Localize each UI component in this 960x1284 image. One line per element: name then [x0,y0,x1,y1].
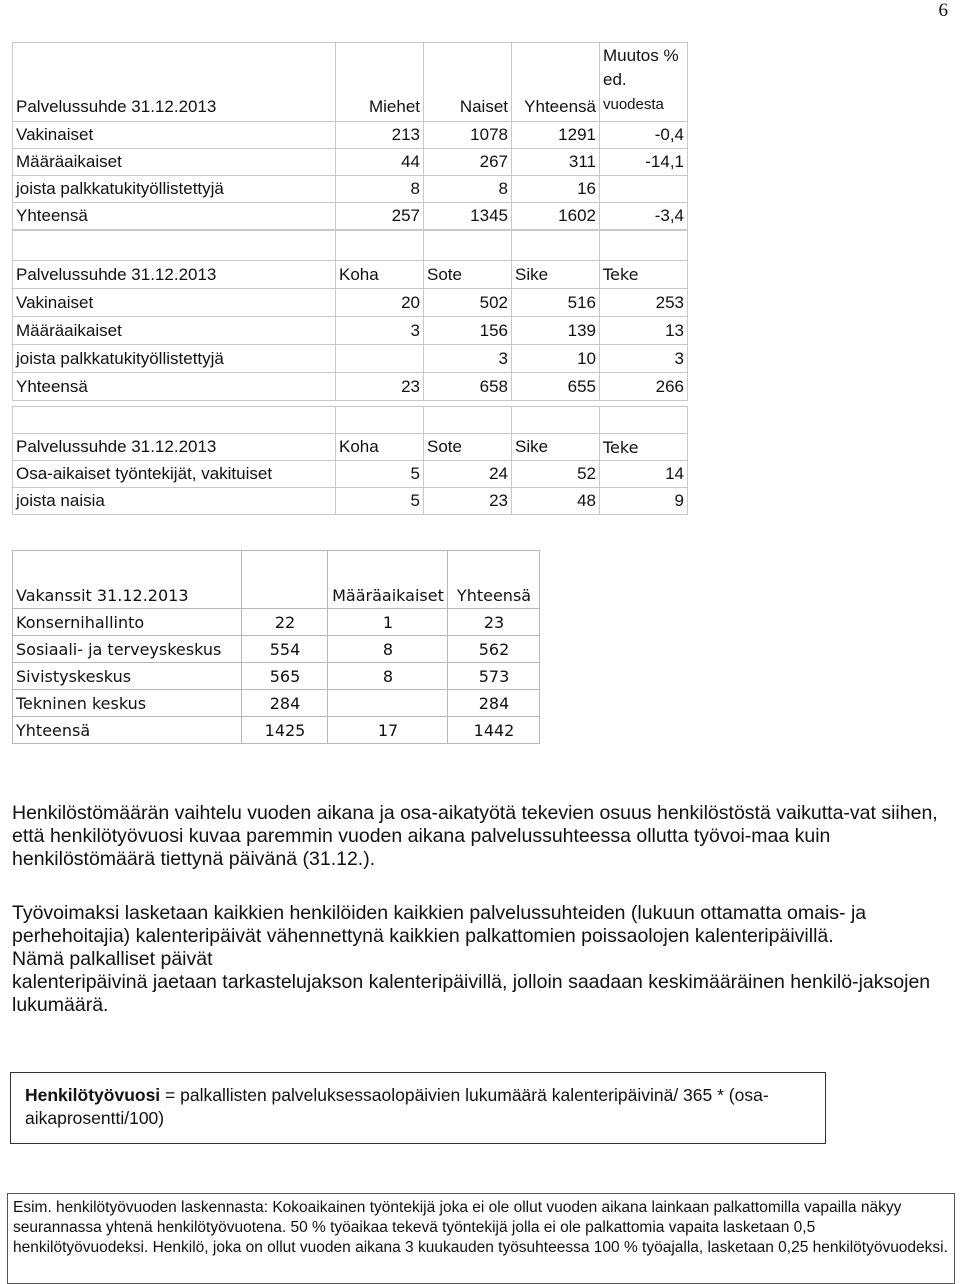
cell: 16 [512,176,600,203]
table-row [13,663,540,690]
formula-definition: = palkallisten palveluksessaolopäivien lukumäärä kalenteripäivinä/ 365 * (osa-aikaprosentti/100) [25,1085,769,1128]
cell: 52 [512,461,600,488]
cell: 573 [448,663,540,690]
cell [600,176,688,203]
cell: 266 [600,373,688,401]
header-cell: Sike [512,434,600,461]
cell: 8 [328,636,448,663]
cell: 23 [424,488,512,515]
cell: -14,1 [600,149,688,176]
cell: 502 [424,289,512,317]
table-row [13,317,688,345]
cell: 17 [328,717,448,744]
cell: 562 [448,636,540,663]
header-cell: Määräaikaiset [328,551,448,609]
table-row [13,636,540,663]
paragraph-line: Nämä palkalliset päivät [12,948,213,970]
table-row [13,345,688,373]
cell: 1442 [448,717,540,744]
cell: 10 [512,345,600,373]
cell: 1602 [512,203,600,230]
cell: 9 [600,488,688,515]
header-cell: Sote [424,261,512,289]
cell: 44 [336,149,424,176]
header-cell: Miehet [336,43,424,122]
cell: 1291 [512,122,600,149]
spacer-row [13,407,688,434]
staff-by-gender-table [12,42,688,230]
cell [336,345,424,373]
cell: -3,4 [600,203,688,230]
header-cell: Palvelussuhde 31.12.2013 [13,43,336,122]
cell [328,690,448,717]
cell: 311 [512,149,600,176]
paragraph-staff-variation: Henkilöstömäärän vaihtelu vuoden aikana ja osa-aikatyötä tekevien osuus henkilöstöstä vaikutta-vat siihen, että henkilötyövuosi kuvaa paremmin vuoden aikana palvelussuhteessa ollutta työvoi-maa kuin henkilöstömäärä tiettynä päivänä (31.12.). [12,802,938,870]
header-cell: Yhteensä [448,551,540,609]
part-time-staff-table [12,406,688,515]
row-label: Yhteensä [13,373,336,401]
cell: 5 [336,488,424,515]
cell: 1 [328,609,448,636]
formula-box [10,1072,826,1144]
header-cell-change [600,43,688,122]
cell: 3 [600,345,688,373]
header-cell [242,551,328,609]
header-cell: Naiset [424,43,512,122]
cell: 1078 [424,122,512,149]
cell: 156 [424,317,512,345]
formula-term: Henkilötyövuosi [25,1085,161,1105]
header-cell: Yhteensä [512,43,600,122]
cell: 554 [242,636,328,663]
table-row [13,203,688,230]
page-number: 6 [938,0,948,21]
header-cell: Sike [512,261,600,289]
table-row [13,609,540,636]
header-change-line3: vuodesta [603,96,664,113]
header-cell: Koha [336,261,424,289]
cell: 267 [424,149,512,176]
cell: 24 [424,461,512,488]
cell: 1345 [424,203,512,230]
cell: 284 [448,690,540,717]
cell: 3 [424,345,512,373]
row-label: Yhteensä [13,203,336,230]
table-header-row [13,434,688,461]
paragraph-line: kalenteripäivinä jaetaan tarkastelujakson kalenteripäivillä, jolloin saadaan keskimääräinen henkilö-jaksojen lukumäärä. [12,971,931,1016]
table-header-row [13,551,540,609]
cell: 516 [512,289,600,317]
header-cell: Teke [600,434,688,461]
header-cell: Teke [600,261,688,289]
row-label: joista palkkatukityöllistettyjä [13,345,336,373]
table-row [13,461,688,488]
row-label: Sosiaali- ja terveyskeskus [13,636,242,663]
row-label: Tekninen keskus [13,690,242,717]
cell: 213 [336,122,424,149]
header-cell: Sote [424,434,512,461]
cell: 257 [336,203,424,230]
row-label: Määräaikaiset [13,149,336,176]
table-row [13,149,688,176]
row-label: Vakinaiset [13,289,336,317]
table-row [13,122,688,149]
row-label: joista palkkatukityöllistettyjä [13,176,336,203]
row-label: Konsernihallinto [13,609,242,636]
cell: 14 [600,461,688,488]
cell: 284 [242,690,328,717]
table-row [13,176,688,203]
cell: 13 [600,317,688,345]
spacer-row [13,231,688,261]
table-row [13,373,688,401]
row-label: Määräaikaiset [13,317,336,345]
cell: 253 [600,289,688,317]
cell: 658 [424,373,512,401]
header-cell: Vakanssit 31.12.2013 [13,551,242,609]
cell: 3 [336,317,424,345]
staff-by-unit-table [12,230,688,401]
table-row [13,690,540,717]
cell: 23 [336,373,424,401]
row-label: joista naisia [13,488,336,515]
table-row [13,717,540,744]
example-box: Esim. henkilötyövuoden laskennasta: Kokoaikainen työntekijä joka ei ole ollut vuoden aikana lainkaan palkattomilla vapailla näkyy seurannassa yhtenä henkilötyövuotena. 50 % työaikaa tekevä työntekijä jolla ei ole palkattomia vapaita lasketaan 0,5 henkilötyövuodeksi. Henkilö, joka on ollut vuoden aikana 3 kuukauden työsuhteessa 100 % työajalla, lasketaan 0,25 henkilötyövuodeksi. [7,1193,955,1284]
cell: 8 [424,176,512,203]
paragraph-line: Työvoimaksi lasketaan kaikkien henkilöiden kaikkien palvelussuhteiden (lukuun ottamatta omais- ja perhehoitajia) kalenteripäivät vähennettynä kaikkien palkattomien poissaolojen kalenteripäivillä. [12,902,867,947]
cell: 5 [336,461,424,488]
cell: 8 [328,663,448,690]
cell: -0,4 [600,122,688,149]
cell: 22 [242,609,328,636]
header-change-line2: ed. [603,70,627,89]
row-label: Vakinaiset [13,122,336,149]
table-row [13,289,688,317]
header-cell: Palvelussuhde 31.12.2013 [13,261,336,289]
table-row [13,488,688,515]
header-change-line1: Muutos % [603,46,679,65]
table-header-row [13,261,688,289]
vacancies-table [12,550,540,744]
cell: 1425 [242,717,328,744]
cell: 20 [336,289,424,317]
cell: 8 [336,176,424,203]
paragraph-labour-definition [12,902,952,1017]
row-label: Yhteensä [13,717,242,744]
header-cell: Koha [336,434,424,461]
cell: 48 [512,488,600,515]
cell: 139 [512,317,600,345]
header-cell: Palvelussuhde 31.12.2013 [13,434,336,461]
cell: 565 [242,663,328,690]
table-header-row [13,43,688,122]
row-label: Osa-aikaiset työntekijät, vakituiset [13,461,336,488]
cell: 23 [448,609,540,636]
row-label: Sivistyskeskus [13,663,242,690]
cell: 655 [512,373,600,401]
